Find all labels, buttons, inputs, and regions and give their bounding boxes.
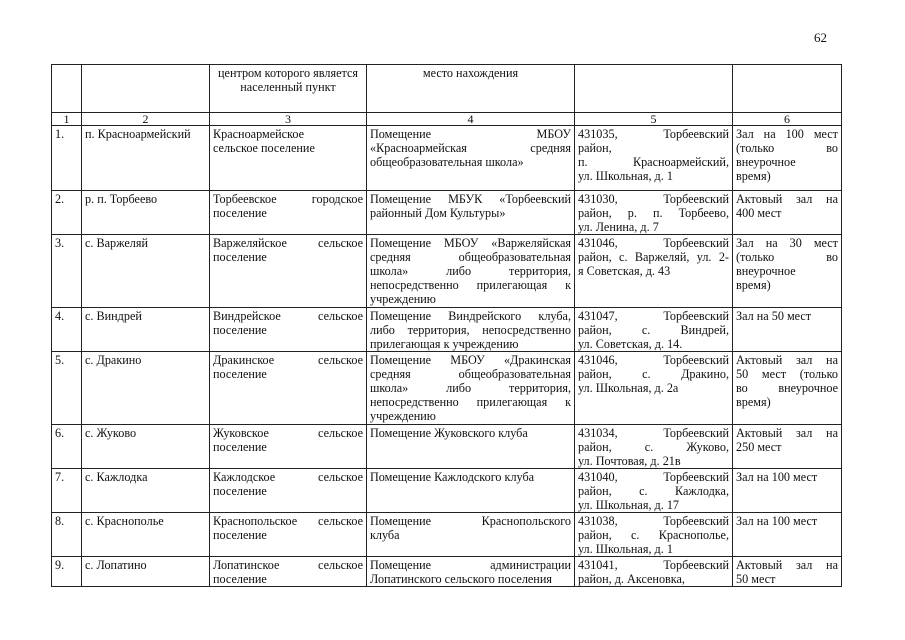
column-number: 1 <box>52 113 82 126</box>
premises-description-line: средняя общеобразовательная <box>370 250 571 264</box>
row-number: 5. <box>52 352 82 425</box>
premises-description <box>367 126 575 191</box>
premises-description <box>367 513 575 557</box>
premises-address-line: район, д. Аксеновка, <box>578 572 685 586</box>
premises-description <box>367 425 575 469</box>
settlement-name-line: Варжеляйское сельское <box>213 236 363 250</box>
premises-address <box>575 191 733 235</box>
settlement-name-line: поселение <box>213 484 267 498</box>
page-number: 62 <box>814 30 827 45</box>
table-header-row <box>52 65 842 113</box>
column-number: 6 <box>733 113 842 126</box>
premises-description-line: Помещение Виндрейского клуба, <box>370 309 571 323</box>
hall-capacity-line: 400 мест <box>736 206 782 220</box>
premises-description-line: Помещение МБОУ «Варжеляйская <box>370 236 571 250</box>
hall-capacity <box>733 469 842 513</box>
premises-description-line: Помещение МБОУ «Дракинская <box>370 353 571 367</box>
place-name: п. Красноармейский <box>82 126 210 191</box>
premises-address <box>575 469 733 513</box>
hall-capacity-line: (только во <box>736 141 838 155</box>
premises-description-line: непосредственно прилегающая к <box>370 278 571 292</box>
premises-address-line: ул. Почтовая, д. 21в <box>578 454 681 468</box>
column-number: 5 <box>575 113 733 126</box>
premises-description-line: школа» либо территория, <box>370 264 571 278</box>
place-name: с. Варжеляй <box>82 235 210 308</box>
premises-address-line: 431038, Торбеевский <box>578 514 729 528</box>
premises-description-line: Помещение МБУК «Торбеевский <box>370 192 571 206</box>
settlement-name <box>210 191 367 235</box>
premises-description <box>367 469 575 513</box>
premises-description-line: Помещение МБОУ <box>370 127 571 141</box>
settlement-name-line: поселение <box>213 323 267 337</box>
premises-description-line: средняя общеобразовательная <box>370 367 571 381</box>
place-name: с. Кажлодка <box>82 469 210 513</box>
header-cell-1 <box>52 65 82 113</box>
premises-description-line: общеобразовательная школа» <box>370 155 524 169</box>
table-row <box>52 191 842 235</box>
settlement-name-line: поселение <box>213 528 267 542</box>
table-row <box>52 126 842 191</box>
premises-description-line: Помещение Жуковского клуба <box>370 426 528 440</box>
place-name: с. Жуково <box>82 425 210 469</box>
settlement-name-line: Дракинское сельское <box>213 353 363 367</box>
hall-capacity-line: Актовый зал на <box>736 426 838 440</box>
premises-description-line: «Красноармейская средняя <box>370 141 571 155</box>
hall-capacity <box>733 352 842 425</box>
hall-capacity-line: 250 мест <box>736 440 782 454</box>
premises-address-line: 431047, Торбеевский <box>578 309 729 323</box>
premises-address <box>575 425 733 469</box>
premises-address-line: район, с. Варжеляй, ул. 2- <box>578 250 729 264</box>
premises-description <box>367 308 575 352</box>
hall-capacity-line: Актовый зал на <box>736 353 838 367</box>
premises-address-line: ул. Советская, д. 14. <box>578 337 683 351</box>
settlement-name <box>210 425 367 469</box>
place-name: с. Краснополье <box>82 513 210 557</box>
hall-capacity-line: Зал на 100 мест <box>736 470 818 484</box>
premises-address-line: район, с. Дракино, <box>578 367 729 381</box>
row-number: 6. <box>52 425 82 469</box>
hall-capacity-line: Актовый зал на <box>736 558 838 572</box>
premises-description-line: Помещение Краснопольского <box>370 514 571 528</box>
premises-address-line: 431041, Торбеевский <box>578 558 729 572</box>
premises-address-line: 431035, Торбеевский <box>578 127 729 141</box>
settlement-name-line: Лопатинское сельское <box>213 558 363 572</box>
premises-address-line: район, <box>578 141 612 155</box>
premises-address-line: район, с. Краснополье, <box>578 528 729 542</box>
premises-description-line: непосредственно прилегающая к <box>370 395 571 409</box>
premises-address-line: 431030, Торбеевский <box>578 192 729 206</box>
premises-description-line: прилегающая к учреждению <box>370 337 519 351</box>
settlement-name-line: Кажлодское сельское <box>213 470 363 484</box>
hall-capacity-line: (только во <box>736 250 838 264</box>
settlement-name <box>210 513 367 557</box>
premises-description-line: учреждению <box>370 292 436 306</box>
settlement-name <box>210 469 367 513</box>
premises-address-line: район, р. п. Торбеево, <box>578 206 729 220</box>
place-name: р. п. Торбеево <box>82 191 210 235</box>
premises-description <box>367 191 575 235</box>
hall-capacity-line: Зал на 30 мест <box>736 236 838 250</box>
hall-capacity <box>733 235 842 308</box>
settlement-name-line: Виндрейское сельское <box>213 309 363 323</box>
table-row <box>52 513 842 557</box>
premises-description-line: учреждению <box>370 409 436 423</box>
row-number: 1. <box>52 126 82 191</box>
hall-capacity-line: Зал на 50 мест <box>736 309 812 323</box>
premises-description-line: районный Дом Культуры» <box>370 206 506 220</box>
settlement-name <box>210 352 367 425</box>
premises-address-line: район, с. Виндрей, <box>578 323 729 337</box>
premises-address-line: ул. Ленина, д. 7 <box>578 220 659 234</box>
premises-address <box>575 126 733 191</box>
table-row <box>52 235 842 308</box>
premises-address-line: ул. Школьная, д. 17 <box>578 498 680 512</box>
hall-capacity <box>733 557 842 587</box>
settlement-name-line: поселение <box>213 572 267 586</box>
hall-capacity-line: внеурочное <box>736 155 796 169</box>
polling-locations-table <box>51 64 842 587</box>
hall-capacity-line: время) <box>736 395 771 409</box>
table-row <box>52 352 842 425</box>
settlement-name <box>210 308 367 352</box>
premises-address-line: п. Красноармейский, <box>578 155 729 169</box>
premises-description-line: клуба <box>370 528 400 542</box>
premises-description-line: либо территория, непосредственно <box>370 323 571 337</box>
settlement-name-line: сельское поселение <box>213 141 315 155</box>
place-name: с. Лопатино <box>82 557 210 587</box>
settlement-name <box>210 126 367 191</box>
row-number: 4. <box>52 308 82 352</box>
hall-capacity-line: 50 мест <box>736 572 776 586</box>
premises-description-line: Лопатинского сельского поселения <box>370 572 552 586</box>
premises-address-line: ул. Школьная, д. 1 <box>578 169 673 183</box>
premises-address-line: ул. Школьная, д. 1 <box>578 542 673 556</box>
hall-capacity <box>733 126 842 191</box>
header-cell-3: центром которого является населенный пункт <box>210 65 367 113</box>
settlement-name-line: поселение <box>213 250 267 264</box>
premises-address <box>575 235 733 308</box>
premises-description-line: школа» либо территория, <box>370 381 571 395</box>
premises-description-line: Помещение администрации <box>370 558 571 572</box>
hall-capacity-line: время) <box>736 169 771 183</box>
premises-address-line: ул. Школьная, д. 2а <box>578 381 679 395</box>
settlement-name-line: Красноармейское <box>213 127 304 141</box>
column-number: 2 <box>82 113 210 126</box>
premises-description <box>367 557 575 587</box>
premises-address <box>575 557 733 587</box>
hall-capacity <box>733 425 842 469</box>
premises-address <box>575 513 733 557</box>
premises-address <box>575 352 733 425</box>
hall-capacity <box>733 308 842 352</box>
hall-capacity-line: 50 мест (только <box>736 367 838 381</box>
premises-address-line: 431034, Торбеевский <box>578 426 729 440</box>
premises-address-line: 431046, Торбеевский <box>578 353 729 367</box>
hall-capacity-line: Зал на 100 мест <box>736 127 838 141</box>
settlement-name-line: поселение <box>213 440 267 454</box>
premises-address-line: 431046, Торбеевский <box>578 236 729 250</box>
column-number: 3 <box>210 113 367 126</box>
row-number: 8. <box>52 513 82 557</box>
table-row <box>52 469 842 513</box>
hall-capacity-line: Актовый зал на <box>736 192 838 206</box>
premises-address <box>575 308 733 352</box>
table-row <box>52 557 842 587</box>
premises-description <box>367 352 575 425</box>
row-number: 7. <box>52 469 82 513</box>
settlement-name-line: поселение <box>213 206 267 220</box>
premises-description-line: Помещение Кажлодского клуба <box>370 470 535 484</box>
premises-description <box>367 235 575 308</box>
header-cell-6 <box>733 65 842 113</box>
place-name: с. Виндрей <box>82 308 210 352</box>
hall-capacity-line: Зал на 100 мест <box>736 514 818 528</box>
header-cell-4: место нахождения <box>367 65 575 113</box>
hall-capacity <box>733 513 842 557</box>
column-number-row <box>52 113 842 126</box>
row-number: 2. <box>52 191 82 235</box>
premises-address-line: 431040, Торбеевский <box>578 470 729 484</box>
row-number: 3. <box>52 235 82 308</box>
premises-address-line: район, с. Жуково, <box>578 440 729 454</box>
hall-capacity <box>733 191 842 235</box>
premises-address-line: район, с. Кажлодка, <box>578 484 729 498</box>
settlement-name-line: Краснопольское сельское <box>213 514 363 528</box>
settlement-name <box>210 235 367 308</box>
settlement-name-line: поселение <box>213 367 267 381</box>
place-name: с. Дракино <box>82 352 210 425</box>
column-number: 4 <box>367 113 575 126</box>
header-cell-5 <box>575 65 733 113</box>
header-cell-2 <box>82 65 210 113</box>
settlement-name-line: Жуковское сельское <box>213 426 363 440</box>
settlement-name <box>210 557 367 587</box>
hall-capacity-line: во внеурочное <box>736 381 838 395</box>
table-row <box>52 308 842 352</box>
table-row <box>52 425 842 469</box>
hall-capacity-line: время) <box>736 278 771 292</box>
hall-capacity-line: внеурочное <box>736 264 796 278</box>
premises-address-line: я Советская, д. 43 <box>578 264 671 278</box>
row-number: 9. <box>52 557 82 587</box>
settlement-name-line: Торбеевское городское <box>213 192 363 206</box>
